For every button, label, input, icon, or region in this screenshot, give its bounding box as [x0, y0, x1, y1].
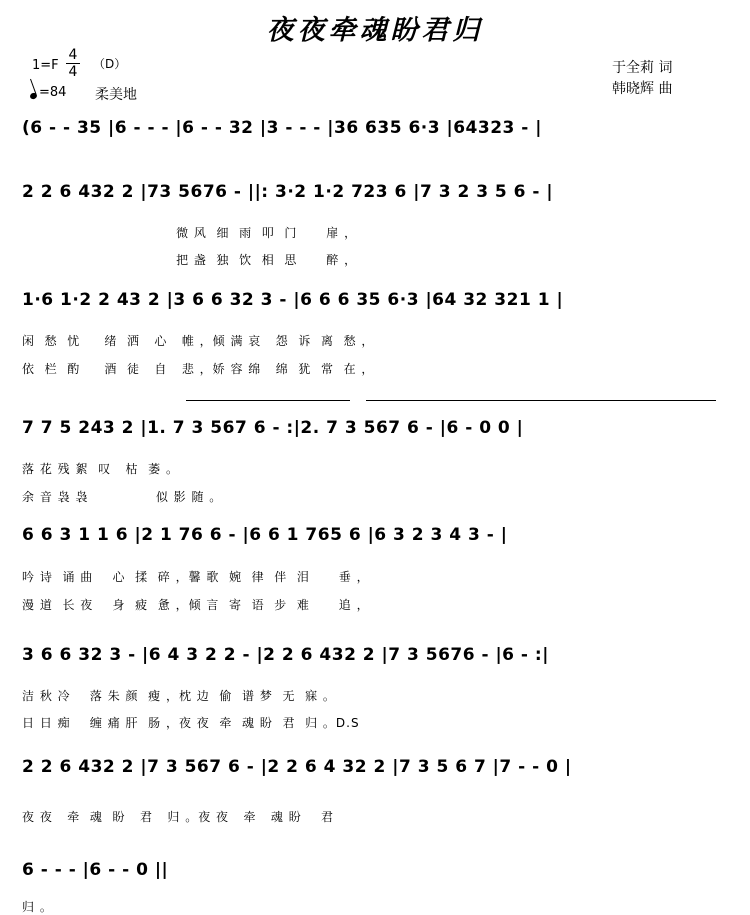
- second-ending-bracket: [366, 400, 716, 401]
- tempo-value: =84: [39, 85, 67, 100]
- lyric-row-8: 归 。: [22, 900, 53, 914]
- lyric-row-3-verse-1: 闲 愁 忧 绪 洒 心 帷 ，倾 满 哀 怨 诉 离 愁 ，: [22, 334, 375, 348]
- score-row-4: 7 7 5 243 2 |1. 7 3 567 6 - :|2. 7 3 567 6 - |6 - 0 0 |: [22, 418, 524, 438]
- score-row-7: 2 2 6 432 2 |7 3 567 6 - |2 2 6 4 32 2 |7 3 5 6 7 |7 - - 0 |: [22, 757, 572, 777]
- quarter-note-icon: [29, 92, 38, 100]
- score-row-8: 6 - - - |6 - - 0 ||: [22, 860, 169, 880]
- mode-label: （D）: [93, 57, 127, 71]
- lyric-row-3-verse-2: 依 栏 酌 酒 徒 自 悲 ，娇 容 绵 绵 犹 常 在 ，: [22, 362, 375, 376]
- score-row-2: 2 2 6 432 2 |73 5676 - ||: 3·2 1·2 723 6 |7 3 2 3 5 6 - |: [22, 182, 554, 202]
- time-signature: [66, 47, 80, 80]
- score-row-5: 6 6 3 1 1 6 |2 1 76 6 - |6 6 1 765 6 |6 3 2 3 4 3 - |: [22, 525, 508, 545]
- time-signature-bottom: 4: [68, 64, 78, 80]
- lyric-row-6-verse-2: 日 日 痴 缠 痛 肝 肠 ，夜 夜 牵 魂 盼 君 归 。D.S: [22, 716, 360, 730]
- composer-credit: 韩晓辉 曲: [612, 81, 673, 97]
- lyric-row-4-verse-1: 落 花 残 絮 叹 枯 萎 。: [22, 462, 179, 476]
- expression-marking: 柔美地: [95, 87, 137, 103]
- lyric-row-5-verse-2: 漫 道 长 夜 身 疲 惫 ，倾 言 寄 语 步 难 追 ，: [22, 598, 370, 612]
- lyric-row-6-verse-1: 洁 秋 冷 落 朱 颜 瘦 ，枕 边 偷 谱 梦 无 寐 。: [22, 689, 336, 703]
- score-row-3: 1·6 1·2 2 43 2 |3 6 6 32 3 - |6 6 6 35 6·3 |64 32 321 1 |: [22, 290, 564, 310]
- lyric-row-5-verse-1: 吟 诗 诵 曲 心 揉 碎 ，馨 歌 婉 律 伴 泪 垂 ，: [22, 570, 370, 584]
- tempo-marking: [30, 85, 66, 100]
- key-signature: 1=F: [32, 58, 59, 73]
- lyric-row-2-verse-1: 微 风 细 雨 叩 门 扉 ，: [22, 226, 358, 240]
- score-row-6: 3 6 6 32 3 - |6 4 3 2 2 - |2 2 6 432 2 |7 3 5676 - |6 - :|: [22, 645, 549, 665]
- lyric-row-4-verse-2: 余 音 袅 袅 似 影 随 。: [22, 490, 223, 504]
- first-ending-bracket: [186, 400, 350, 401]
- lyricist-credit: 于全莉 词: [612, 60, 673, 76]
- score-row-1: (6 - - 35 |6 - - - |6 - - 32 |3 - - - |36 635 6·3 |64323 - |: [22, 118, 542, 138]
- song-title: 夜夜牵魂盼君归: [266, 15, 484, 46]
- lyric-row-2-verse-2: 把 盏 独 饮 相 思 醉 ，: [22, 253, 358, 267]
- time-signature-top: 4: [66, 47, 80, 64]
- lyric-row-7: 夜 夜 牵 魂 盼 君 归 。夜 夜 牵 魂 盼 君: [22, 810, 334, 824]
